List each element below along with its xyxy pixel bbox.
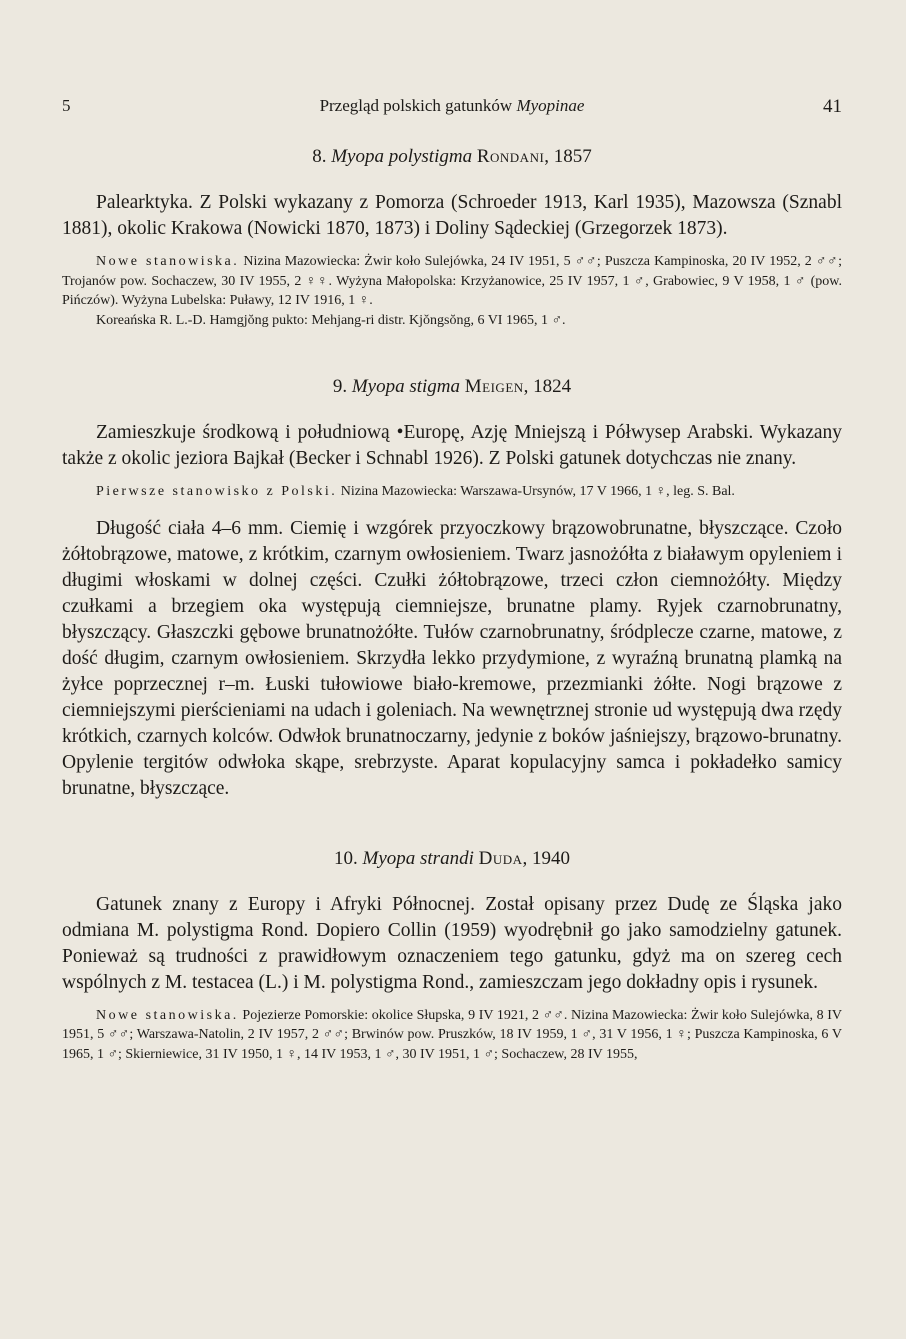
species-year: , 1940 bbox=[522, 847, 570, 869]
running-head bbox=[62, 96, 842, 126]
records-korea-8: Koreańska R. L.-D. Hamgjŏng pukto: Mehjang-ri distr. Kjŏngsŏng, 6 VI 1965, 1 ♂. bbox=[96, 312, 566, 328]
intro-paragraph-10: Gatunek znany z Europy i Afryki Północnej. Został opisany przez Dudę ze Śląska jako odmiana M. polystigma Rond. Dopiero Collin (1959) wyodrębnił go jako samodzielny gatunek. Ponieważ są trudności z prawidłowym oznaczeniem tego gatunku, gdyż ma on szereg cech wspólnych z M. testacea (L.) i M. polystigma Rond., zamieszczam jego dokładny opis i rysunek. bbox=[62, 893, 842, 993]
article-body bbox=[62, 144, 842, 1064]
species-heading-9 bbox=[62, 374, 842, 400]
running-title-taxon: Myopinae bbox=[516, 96, 585, 115]
species-number: 9. bbox=[332, 376, 348, 397]
records-heading: Pierwsze stanowisko z Polski. bbox=[96, 484, 338, 499]
distribution-paragraph-8: Palearktyka. Z Polski wykazany z Pomorza (Schroeder 1913, Karl 1935), Mazowsza (Sznabl 1881), okolic Krakowa (Nowicki 1870, 1873) i Doliny Sądeckiej (Grzegorzek 1873). bbox=[62, 192, 842, 239]
species-heading-10 bbox=[62, 846, 842, 872]
running-title bbox=[62, 96, 842, 116]
records-text: Pojezierze Pomorskie: okolice Słupska, 9 IV 1921, 2 ♂♂. Nizina Mazowiecka: Żwir koło Sulejówka, 8 IV 1951, 5 ♂♂; Warszawa-Natolin, 2 IV 1957, 2 ♂♂; Brwinów pow. Pruszków, 18 IV 1959, 1 ♂, 31 V 1956, 1 ♀; Puszcza Kampinoska, 6 V 1965, 1 ♂; Skierniewice, 31 IV 1950, 1 ♀, 14 IV 1953, 1 ♂, 30 IV 1951, 1 ♂; Sochaczew, 28 IV 1955, bbox=[62, 1007, 842, 1062]
species-heading-8 bbox=[62, 144, 842, 170]
running-title-text: Przegląd polskich gatunków bbox=[319, 96, 513, 115]
species-author: Duda bbox=[478, 847, 523, 869]
species-author: Rondani bbox=[476, 146, 545, 167]
species-year: , 1857 bbox=[544, 146, 592, 167]
records-paragraph-10 bbox=[62, 1006, 842, 1065]
records-text: Nizina Mazowiecka: Żwir koło Sulejówka, 24 IV 1951, 5 ♂♂; Puszcza Kampinoska, 20 IV 1952, 2 ♂♂; Trojanów pow. Sochaczew, 30 IV 1955, 2 ♀♀. Wyżyna Małopolska: Krzyżanowice, 25 IV 1957, 1 ♂, Grabowiec, 9 V 1958, 1 ♂ (pow. Pińczów). Wyżyna Lubelska: Puławy, 12 IV 1916, 1 ♀. bbox=[62, 254, 842, 308]
species-author: Meigen bbox=[464, 376, 524, 397]
species-name: Myopa strandi bbox=[362, 847, 474, 869]
species-number: 8. bbox=[312, 146, 327, 167]
page-number: 41 bbox=[823, 96, 842, 117]
records-paragraph-9 bbox=[62, 482, 842, 502]
species-year: , 1824 bbox=[523, 376, 572, 397]
records-paragraph-8 bbox=[62, 252, 842, 311]
distribution-paragraph-9: Zamieszkuje środkową i południową •Europę, Azję Mniejszą i Półwysep Arabski. Wykazany także z okolic jeziora Bajkał (Becker i Schnabl 1926). Z Polski gatunek dotychczas nie znany. bbox=[62, 422, 842, 469]
records-heading: Nowe stanowiska. bbox=[96, 254, 240, 269]
description-paragraph-9: Długość ciała 4–6 mm. Ciemię i wzgórek przyoczkowy brązowobrunatne, błyszczące. Czoło żółtobrązowe, matowe, z krótkim, czarnym owłosieniem. Twarz jasnożółta z białawym opyleniem i długimi włoskami w dolnej części. Czułki żółtobrązowe, trzeci człon ciemnożółty. Między czułkami a brzegiem oka występują ciemniejsze, brunatne plamy. Ryjek czarnobrunatny, błyszczący. Głaszczki gębowe brunatnożółte. Tułów czarnobrunatny, śródplecze czarne, matowe, z dość długim, czarnym owłosieniem. Skrzydła lekko przydymione, z wyraźną brunatną plamką na żyłce poprzecznej r–m. Łuski tułowiowe biało-kremowe, przezmianki żółte. Nogi brązowe z ciemniejszymi pierścieniami na udach i goleniach. Na wewnętrznej stronie ud występują dwa rzędy krótkich, czarnych kolców. Odwłok brunatnoczarny, jedynie z boków jaśniejszy, brązowo-brunatny. Opylenie tergitów odwłoka skąpe, srebrzyste. Aparat kopulacyjny samca i pokładełko samicy brunatne, błyszczące. bbox=[62, 517, 842, 799]
species-name: Myopa stigma bbox=[351, 376, 461, 397]
species-name: Myopa polystigma bbox=[331, 146, 473, 167]
species-number: 10. bbox=[334, 847, 358, 869]
records-heading: Nowe stanowiska. bbox=[96, 1007, 239, 1023]
section-number: 5 bbox=[62, 96, 71, 115]
records-text: Nizina Mazowiecka: Warszawa-Ursynów, 17 V 1966, 1 ♀, leg. S. Bal. bbox=[340, 484, 735, 499]
